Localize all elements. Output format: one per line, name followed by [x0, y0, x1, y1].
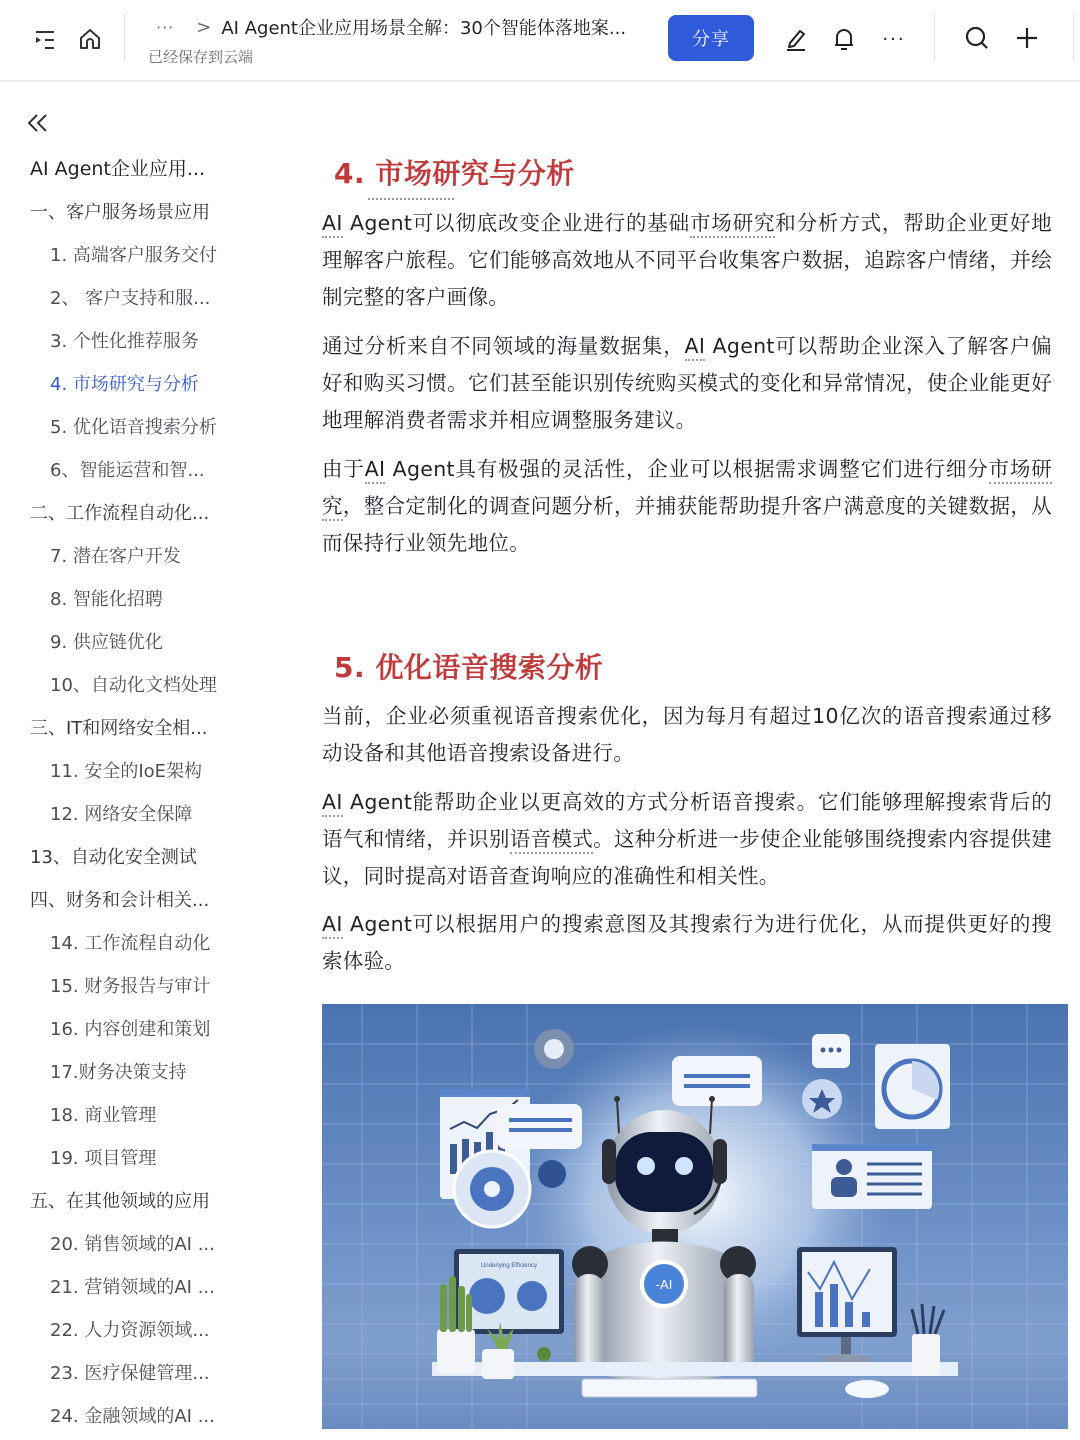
outline-item[interactable]: 21. 营销领域的AI ...: [50, 1276, 215, 1298]
outline-item-active[interactable]: 4. 市场研究与分析: [50, 373, 199, 395]
annotated-term[interactable]: 市场研究: [690, 211, 775, 238]
outline-item[interactable]: 一、客户服务场景应用: [30, 201, 210, 223]
paragraph: [322, 205, 1052, 316]
section-heading: [334, 152, 575, 192]
breadcrumb-separator: >: [196, 16, 212, 38]
outline-item[interactable]: 16. 内容创建和策划: [50, 1018, 211, 1040]
annotated-term[interactable]: AI: [322, 912, 343, 939]
ai-badge-text: -AI: [655, 1277, 673, 1292]
outline-item[interactable]: 三、IT和网络安全相...: [30, 717, 208, 739]
text: 由于: [322, 457, 365, 481]
outline-item[interactable]: 23. 医疗保健管理...: [50, 1362, 210, 1384]
text: ，整合定制化的调查问题分析，并捕获能帮助提升客户满意度的关键数据，从而保持行业领先地位。: [322, 494, 1052, 555]
bell-icon[interactable]: [828, 24, 860, 54]
paragraph: [322, 328, 1052, 439]
outline-item[interactable]: 二、工作流程自动化...: [30, 502, 210, 524]
outline-item[interactable]: 12. 网络安全保障: [50, 803, 193, 825]
pencil-icon[interactable]: [780, 24, 812, 54]
save-status: 已经保存到云端: [148, 48, 254, 66]
breadcrumb: [156, 14, 626, 40]
outline-item[interactable]: 15. 财务报告与审计: [50, 975, 211, 997]
section-heading: [334, 646, 603, 686]
text: Agent可以帮助企业深入了解客户偏好和购买习惯。它们甚至能识别传统购买模式的变化和异常情况，使企业能更好地理解消费者需求并相应调整服务建议。: [322, 334, 1052, 432]
outline-item[interactable]: 18. 商业管理: [50, 1104, 157, 1126]
breadcrumb-more-button[interactable]: ···: [156, 17, 175, 37]
section-heading-text: 4. 市场研究与分析: [334, 157, 575, 190]
outline-item[interactable]: 5. 优化语音搜索分析: [50, 416, 217, 438]
annotated-term[interactable]: AI: [365, 457, 386, 484]
text: 通过分析来自不同领域的海量数据集，: [322, 334, 685, 358]
outline-list: [0, 146, 290, 1436]
paragraph: [322, 906, 1052, 980]
divider: [1073, 14, 1074, 62]
outline-item[interactable]: 3. 个性化推荐服务: [50, 330, 199, 352]
collapse-sidebar-icon[interactable]: [26, 112, 52, 138]
annotated-term[interactable]: AI: [322, 211, 343, 238]
more-icon[interactable]: ···: [882, 28, 906, 50]
text: Agent可以根据用户的搜索意图及其搜索行为进行优化，从而提供更好的搜索体验。: [322, 912, 1052, 973]
annotated-term[interactable]: 语音模式: [510, 827, 593, 854]
divider: [124, 14, 125, 62]
home-icon[interactable]: [74, 24, 106, 54]
outline-item[interactable]: 11. 安全的IoE架构: [50, 760, 203, 782]
outline-item[interactable]: 8. 智能化招聘: [50, 588, 163, 610]
outline-item[interactable]: 7. 潜在客户开发: [50, 545, 181, 567]
search-icon[interactable]: [960, 22, 994, 54]
text: Agent可以彻底改变企业进行的基础: [342, 211, 690, 235]
outline-item[interactable]: 四、财务和会计相关...: [30, 889, 210, 911]
outline-item[interactable]: 14. 工作流程自动化: [50, 932, 211, 954]
outline-sidebar: [0, 84, 290, 1440]
text: Agent具有极强的灵活性，企业可以根据需求调整它们进行细分: [385, 457, 989, 481]
comment-underline: [368, 198, 454, 200]
share-button[interactable]: 分享: [668, 15, 754, 61]
robot-illustration-graphic: [322, 1004, 1068, 1429]
paragraph: [322, 698, 1052, 772]
outline-item[interactable]: 13、自动化安全测试: [30, 846, 197, 868]
outline-item[interactable]: 10、自动化文档处理: [50, 674, 217, 696]
annotated-term[interactable]: 市场研究: [322, 457, 1052, 521]
annotated-term[interactable]: AI: [322, 790, 343, 817]
text: Agent能帮助企业以更高效的方式分析语音搜索。它们能够理解搜索背后的语气和情绪，并识别: [322, 790, 1052, 851]
document-title[interactable]: AI Agent企业应用场景全解：30个智能体落地案...: [221, 18, 627, 39]
outline-item-doc-title[interactable]: AI Agent企业应用...: [30, 158, 205, 180]
outline-item[interactable]: 22. 人力资源领域...: [50, 1319, 210, 1341]
top-toolbar: [0, 0, 1080, 82]
outline-item[interactable]: 6、智能运营和智...: [50, 459, 205, 481]
plus-icon[interactable]: [1010, 22, 1044, 54]
ai-robot-illustration[interactable]: [322, 1004, 1068, 1429]
paragraph: [322, 784, 1052, 895]
outline-item[interactable]: 19. 项目管理: [50, 1147, 157, 1169]
divider: [934, 14, 935, 62]
outline-item[interactable]: 9. 供应链优化: [50, 631, 163, 653]
outline-item[interactable]: 20. 销售领域的AI ...: [50, 1233, 215, 1255]
text: 。这种分析进一步使企业能够围绕搜索内容提供建议，同时提高对语音查询响应的准确性和相关性。: [322, 827, 1052, 888]
annotated-term[interactable]: AI: [685, 334, 706, 361]
outline-toggle-icon[interactable]: [30, 26, 60, 54]
outline-item[interactable]: 1. 高端客户服务交付: [50, 244, 217, 266]
svg-text:Underlying Efficiency: Underlying Efficiency: [481, 1263, 537, 1269]
text: 当前，企业必须重视语音搜索优化，因为每月有超过10亿次的语音搜索通过移动设备和其他语音搜索设备进行。: [322, 704, 1052, 765]
outline-item[interactable]: 17.财务决策支持: [50, 1061, 187, 1083]
outline-item[interactable]: 24. 金融领域的AI ...: [50, 1405, 215, 1427]
paragraph: [322, 451, 1052, 562]
text: 和分析方式，帮助企业更好地理解客户旅程。它们能够高效地从不同平台收集客户数据，追踪客户情绪，并绘制完整的客户画像。: [322, 211, 1052, 309]
outline-item[interactable]: 2、 客户支持和服...: [50, 287, 211, 309]
outline-item[interactable]: 五、在其他领域的应用: [30, 1190, 210, 1212]
section-heading-text: 5. 优化语音搜索分析: [334, 651, 604, 684]
